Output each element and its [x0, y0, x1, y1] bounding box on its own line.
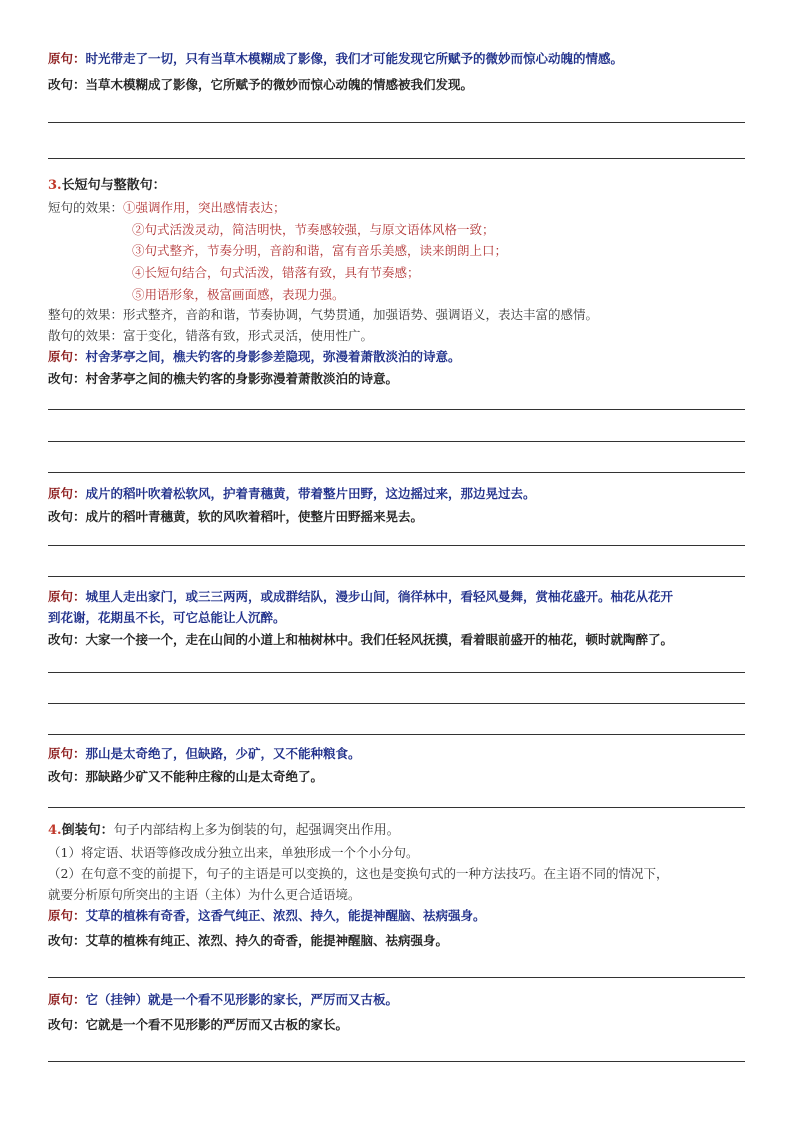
answer-line [48, 158, 745, 159]
original-label: 原句： [48, 349, 86, 364]
ex4-original [48, 588, 673, 606]
short-effect-item: ①强调作用，突出感情表达； [123, 200, 286, 215]
revised-label: 改句： [48, 769, 86, 784]
ex3-revised [48, 508, 423, 526]
ex7-revised-text: 它就是一个看不见形影的严厉而又古板的家长。 [85, 1017, 349, 1032]
revised-label: 改句： [48, 371, 86, 386]
short-effect-item: ⑤用语形象，极富画面感，表现力强。 [132, 287, 345, 302]
ex6-revised [48, 932, 448, 950]
ex1-revised [48, 76, 473, 94]
ex4-revised [48, 631, 673, 649]
ex7-original-text: 它（挂钟）就是一个看不见形影的家长，严厉而又古板。 [85, 992, 399, 1007]
revised-label: 改句： [48, 632, 86, 647]
answer-line [48, 409, 745, 410]
ex6-original-text: 艾草的植株有奇香，这香气纯正、浓烈、持久，能提神醒脑、祛病强身。 [85, 908, 486, 923]
answer-line [48, 734, 745, 735]
revised-label: 改句： [48, 509, 86, 524]
short-effect-row-5 [132, 286, 345, 304]
point-2-text-2: 就要分析原句所突出的主语（主体）为什么更合适语境。 [48, 887, 361, 902]
ex5-revised-text: 那缺路少矿又不能种庄稼的山是太奇绝了。 [85, 769, 324, 784]
ex5-original [48, 745, 361, 763]
ex2-revised [48, 370, 398, 388]
ex1-original-text: 时光带走了一切，只有当草木模糊成了影像，我们才可能发现它所赋予的微妙而惊心动魄的情感。 [85, 51, 624, 66]
whole-effect-text: 形式整齐，音韵和谐，节奏协调，气势贯通，加强语势、强调语义，表达丰富的感情。 [123, 307, 599, 322]
section4-title: 倒装句： [61, 823, 114, 838]
answer-line [48, 703, 745, 704]
answer-line [48, 576, 745, 577]
revised-label: 改句： [48, 1017, 86, 1032]
ex2-revised-text: 村舍茅亭之间的樵夫钓客的身影弥漫着萧散淡泊的诗意。 [85, 371, 399, 386]
point-2-text-1: （2）在句意不变的前提下，句子的主语是可以变换的，这也是变换句式的一种方法技巧。在主语不同的情况下， [48, 866, 669, 881]
ex3-revised-text: 成片的稻叶青穗黄，软的风吹着稻叶，使整片田野摇来晃去。 [85, 509, 424, 524]
section4-intro: 句子内部结构上多为倒装的句，起强调突出作用。 [113, 823, 400, 838]
ex6-original [48, 907, 486, 925]
ex3-original [48, 485, 536, 503]
ex2-original-text: 村舍茅亭之间，樵夫钓客的身影参差隐现，弥漫着萧散淡泊的诗意。 [85, 349, 461, 364]
answer-line [48, 977, 745, 978]
short-effect-item: ②句式活泼灵动，简洁明快，节奏感较强，与原文语体风格一致； [132, 222, 495, 237]
ex1-revised-text: 当草木模糊成了影像，它所赋予的微妙而惊心动魄的情感被我们发现。 [85, 77, 474, 92]
ex7-original [48, 991, 398, 1009]
original-label: 原句： [48, 51, 86, 66]
section3-number: 3. [48, 178, 62, 193]
original-label: 原句： [48, 908, 86, 923]
ex7-revised [48, 1016, 348, 1034]
answer-line [48, 545, 745, 546]
section4-point-2 [48, 865, 668, 883]
ex4-original-text-1: 城里人走出家门，或三三两两，或成群结队，漫步山间，徜徉林中，看轻风曼舞，赏柚花盛开。柚花从花开 [85, 589, 674, 604]
ex4-original-text-2: 到花谢，花期虽不长，可它总能让人沉醉。 [48, 610, 286, 625]
ex5-original-text: 那山是太奇绝了，但缺路，少矿，又不能种粮食。 [85, 746, 361, 761]
ex4-original-cont [48, 609, 286, 627]
section4-number: 4. [48, 823, 62, 838]
ex6-revised-text: 艾草的植株有纯正、浓烈、持久的奇香，能提神醒脑、祛病强身。 [85, 933, 449, 948]
original-label: 原句： [48, 992, 86, 1007]
loose-sentence-effect [48, 327, 373, 345]
short-effect-item: ④长短句结合，句式活泼，错落有致，具有节奏感； [132, 265, 420, 280]
short-effect-row-3 [132, 242, 507, 260]
section4-heading [48, 822, 400, 840]
section3-heading [48, 177, 166, 195]
original-label: 原句： [48, 589, 86, 604]
section4-point-2-cont [48, 886, 361, 904]
short-effect-row-2 [132, 221, 495, 239]
ex3-original-text: 成片的稻叶吹着松软风，护着青穗黄，带着整片田野，这边摇过来，那边晃过去。 [85, 486, 536, 501]
revised-label: 改句： [48, 77, 86, 92]
whole-sentence-effect [48, 306, 598, 324]
answer-line [48, 672, 745, 673]
short-effect-row-1 [48, 199, 286, 217]
answer-line [48, 472, 745, 473]
short-effect-label: 短句的效果： [48, 200, 124, 215]
loose-effect-label: 散句的效果： [48, 328, 124, 343]
loose-effect-text: 富于变化，错落有致，形式灵活，使用性广。 [123, 328, 374, 343]
original-label: 原句： [48, 746, 86, 761]
answer-line [48, 122, 745, 123]
revised-label: 改句： [48, 933, 86, 948]
short-effect-row-4 [132, 264, 420, 282]
ex2-original [48, 348, 461, 366]
point-1-text: （1）将定语、状语等修改成分独立出来，单独形成一个个小分句。 [48, 845, 419, 860]
whole-effect-label: 整句的效果： [48, 307, 124, 322]
section4-point-1 [48, 844, 418, 862]
answer-line [48, 441, 745, 442]
original-label: 原句： [48, 486, 86, 501]
ex5-revised [48, 768, 323, 786]
answer-line [48, 807, 745, 808]
ex4-revised-text: 大家一个接一个，走在山间的小道上和柚树林中。我们任轻风抚摸，看着眼前盛开的柚花，顿时就陶醉了。 [85, 632, 674, 647]
answer-line [48, 1061, 745, 1062]
short-effect-item: ③句式整齐，节奏分明，音韵和谐，富有音乐美感，读来朗朗上口； [132, 243, 508, 258]
ex1-original [48, 50, 623, 68]
section3-title: 长短句与整散句： [61, 178, 166, 193]
